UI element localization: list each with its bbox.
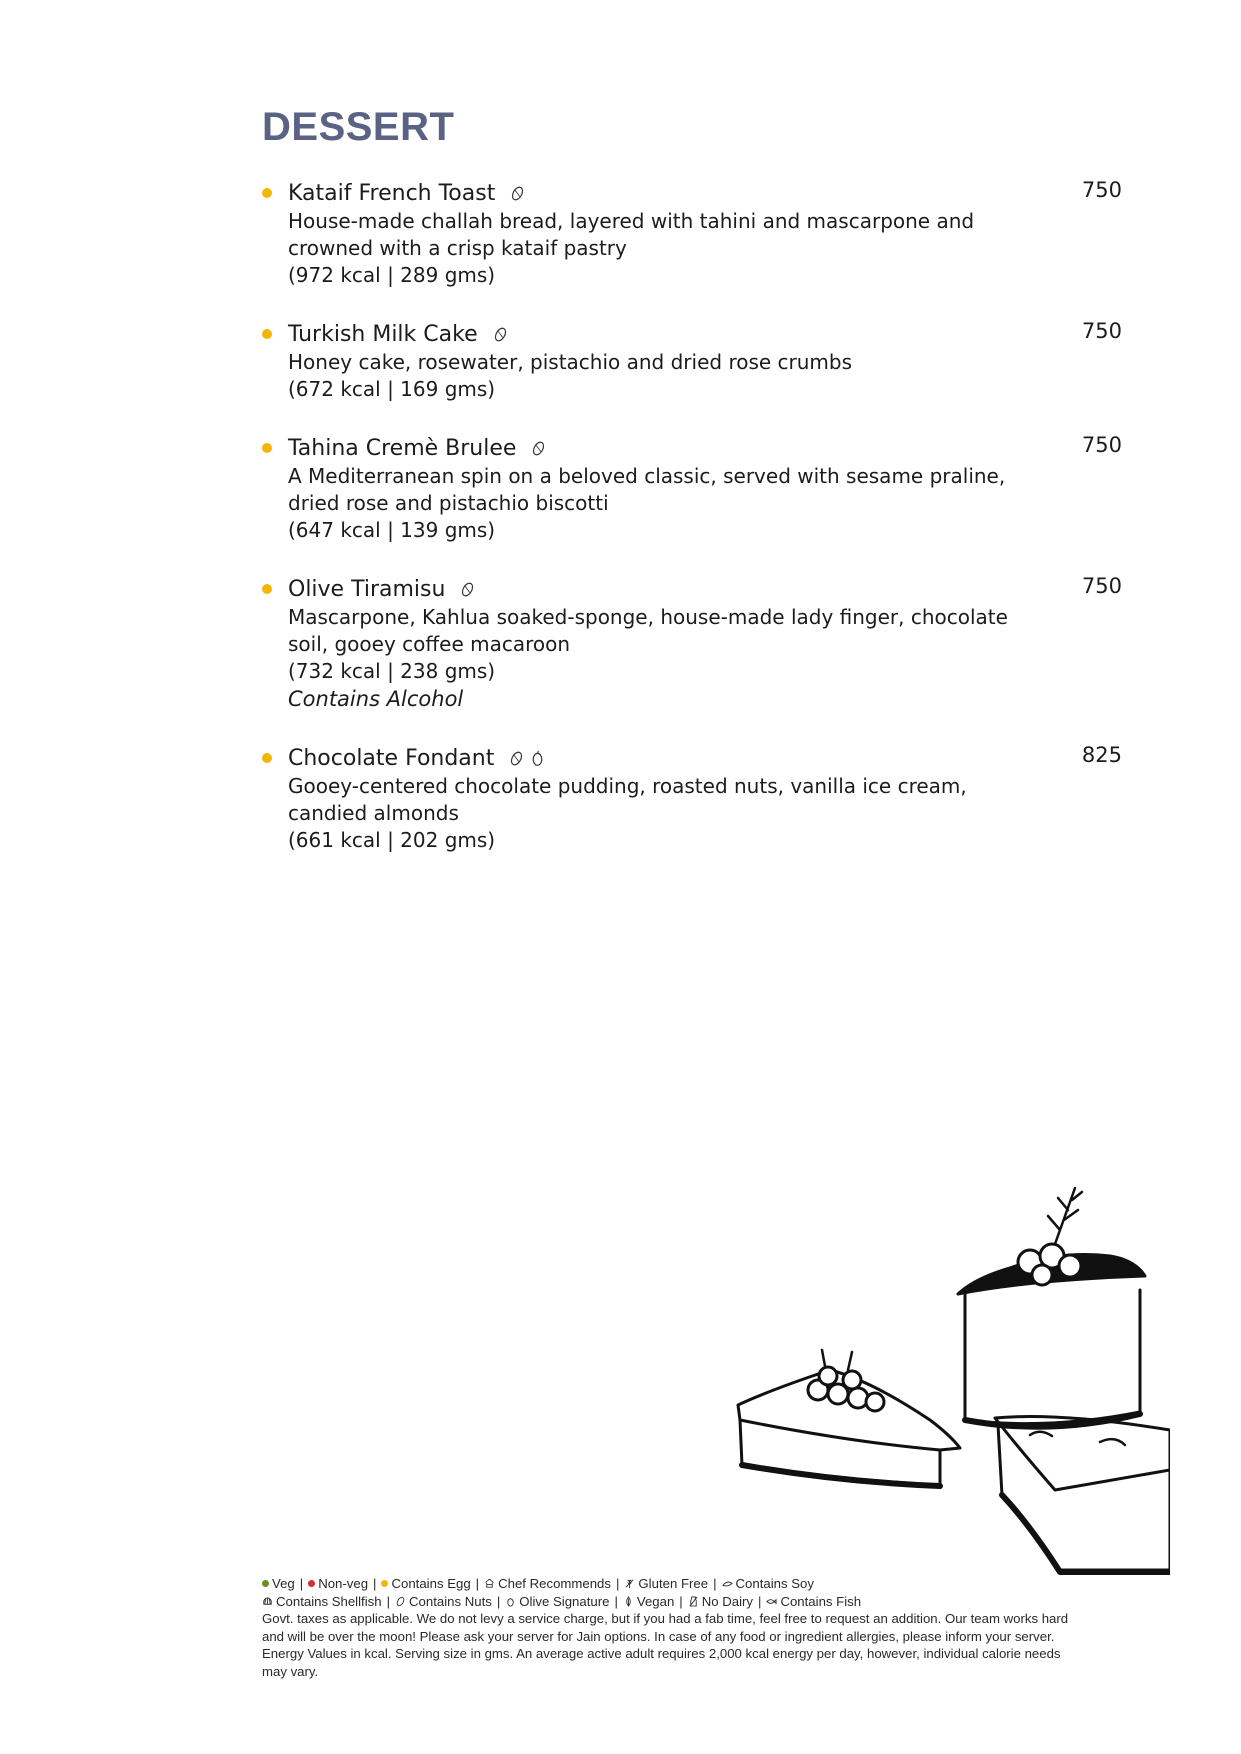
item-nutrition: (647 kcal | 139 gms) — [288, 518, 496, 542]
item-nutrition: (672 kcal | 169 gms) — [288, 377, 496, 401]
item-price: 750 — [1081, 319, 1122, 343]
menu-item — [262, 319, 1122, 403]
egg-bullet — [262, 753, 272, 763]
legend-soy: Contains Soy — [735, 1576, 814, 1591]
item-nutrition: (972 kcal | 289 gms) — [288, 263, 496, 287]
legend-olive: Olive Signature — [519, 1593, 610, 1609]
olive-icon — [505, 1596, 516, 1607]
round-cake-drawing — [958, 1188, 1145, 1427]
item-description: Gooey-centered chocolate pudding, roasted nuts, vanilla ice cream, candied almonds — [288, 774, 967, 825]
item-description: Mascarpone, Kahlua soaked-sponge, house-made lady finger, chocolate soil, gooey coffee macaroon — [288, 605, 1008, 656]
dessert-menu-list — [262, 178, 1122, 884]
item-alcohol-note: Contains Alcohol — [288, 687, 464, 711]
legend-chef: Chef Recommends — [498, 1576, 611, 1591]
legend-shellfish: Contains Shellfish — [276, 1593, 382, 1609]
no-dairy-icon — [688, 1596, 699, 1607]
item-price: 750 — [1081, 433, 1122, 457]
item-description: Honey cake, rosewater, pistachio and dried rose crumbs — [288, 350, 853, 374]
legend-egg: Contains Egg — [391, 1576, 471, 1591]
olive-signature-icon — [529, 750, 546, 767]
contains-nuts-icon — [509, 185, 526, 202]
item-price: 750 — [1081, 574, 1122, 598]
legend-veg: Veg — [272, 1576, 295, 1591]
contains-nuts-icon — [459, 581, 476, 598]
footer — [262, 1575, 1082, 1680]
item-price: 750 — [1081, 178, 1122, 202]
footer-disclaimer: Govt. taxes as applicable. We do not levy a service charge, but if you had a fab time, feel free to request an addition. Our team works hard and will be over the moon! Please ask your server for Jain options. In case of any food or ingredient allergies, please inform your server. Energy Values in kcal. Serving size in gms. An average active adult requires 2,000 kcal energy per day, however, individual calorie needs may vary. — [262, 1611, 1069, 1679]
shellfish-icon — [262, 1596, 273, 1607]
item-name: Turkish Milk Cake — [288, 321, 478, 347]
soy-icon — [722, 1578, 733, 1589]
item-price: 825 — [1081, 743, 1122, 767]
wedge-cake-drawing — [738, 1350, 960, 1486]
chef-hat-icon — [484, 1578, 495, 1589]
item-description: House-made challah bread, layered with tahini and mascarpone and crowned with a crisp kataif pastry — [288, 209, 975, 260]
menu-item — [262, 743, 1122, 854]
contains-nuts-icon — [508, 750, 525, 767]
item-nutrition: (732 kcal | 238 gms) — [288, 659, 496, 683]
legend-fish: Contains Fish — [780, 1593, 862, 1609]
egg-dot-icon — [381, 1580, 388, 1587]
nonveg-dot-icon — [308, 1580, 315, 1587]
item-name: Kataif French Toast — [288, 180, 496, 206]
item-nutrition: (661 kcal | 202 gms) — [288, 828, 496, 852]
contains-nuts-icon — [492, 326, 509, 343]
item-description: A Mediterranean spin on a beloved classic, served with sesame praline, dried rose and pistachio biscotti — [288, 464, 1006, 515]
legend: Veg | Non-veg | Contains Egg | Chef Recommends | Gluten Free | Contains Soy — [262, 1575, 1082, 1593]
contains-nuts-icon — [530, 440, 547, 457]
menu-item — [262, 433, 1122, 544]
cake-illustration — [730, 1180, 1170, 1620]
fish-icon — [766, 1596, 777, 1607]
menu-item — [262, 574, 1122, 713]
egg-bullet — [262, 584, 272, 594]
vegan-icon — [623, 1596, 634, 1607]
item-name: Tahina Cremè Brulee — [288, 435, 517, 461]
menu-item — [262, 178, 1122, 289]
item-name: Chocolate Fondant — [288, 745, 495, 771]
veg-dot-icon — [262, 1580, 269, 1587]
legend-row-2: Contains Shellfish | Contains Nuts | Olive Signature | Vegan | No Dairy | Contains Fish — [262, 1593, 1082, 1611]
slice-cake-drawing — [995, 1417, 1170, 1573]
legend-nonveg: Non-veg — [318, 1576, 369, 1591]
egg-bullet — [262, 188, 272, 198]
egg-bullet — [262, 329, 272, 339]
legend-no-dairy: No Dairy — [701, 1593, 754, 1609]
item-name: Olive Tiramisu — [288, 576, 446, 602]
gluten-free-icon — [624, 1578, 635, 1589]
legend-vegan: Vegan — [636, 1593, 675, 1609]
page-title: DESSERT — [262, 105, 455, 149]
legend-nuts: Contains Nuts — [409, 1593, 492, 1609]
nuts-icon — [395, 1596, 406, 1607]
legend-gluten-free: Gluten Free — [638, 1576, 709, 1591]
egg-bullet — [262, 443, 272, 453]
